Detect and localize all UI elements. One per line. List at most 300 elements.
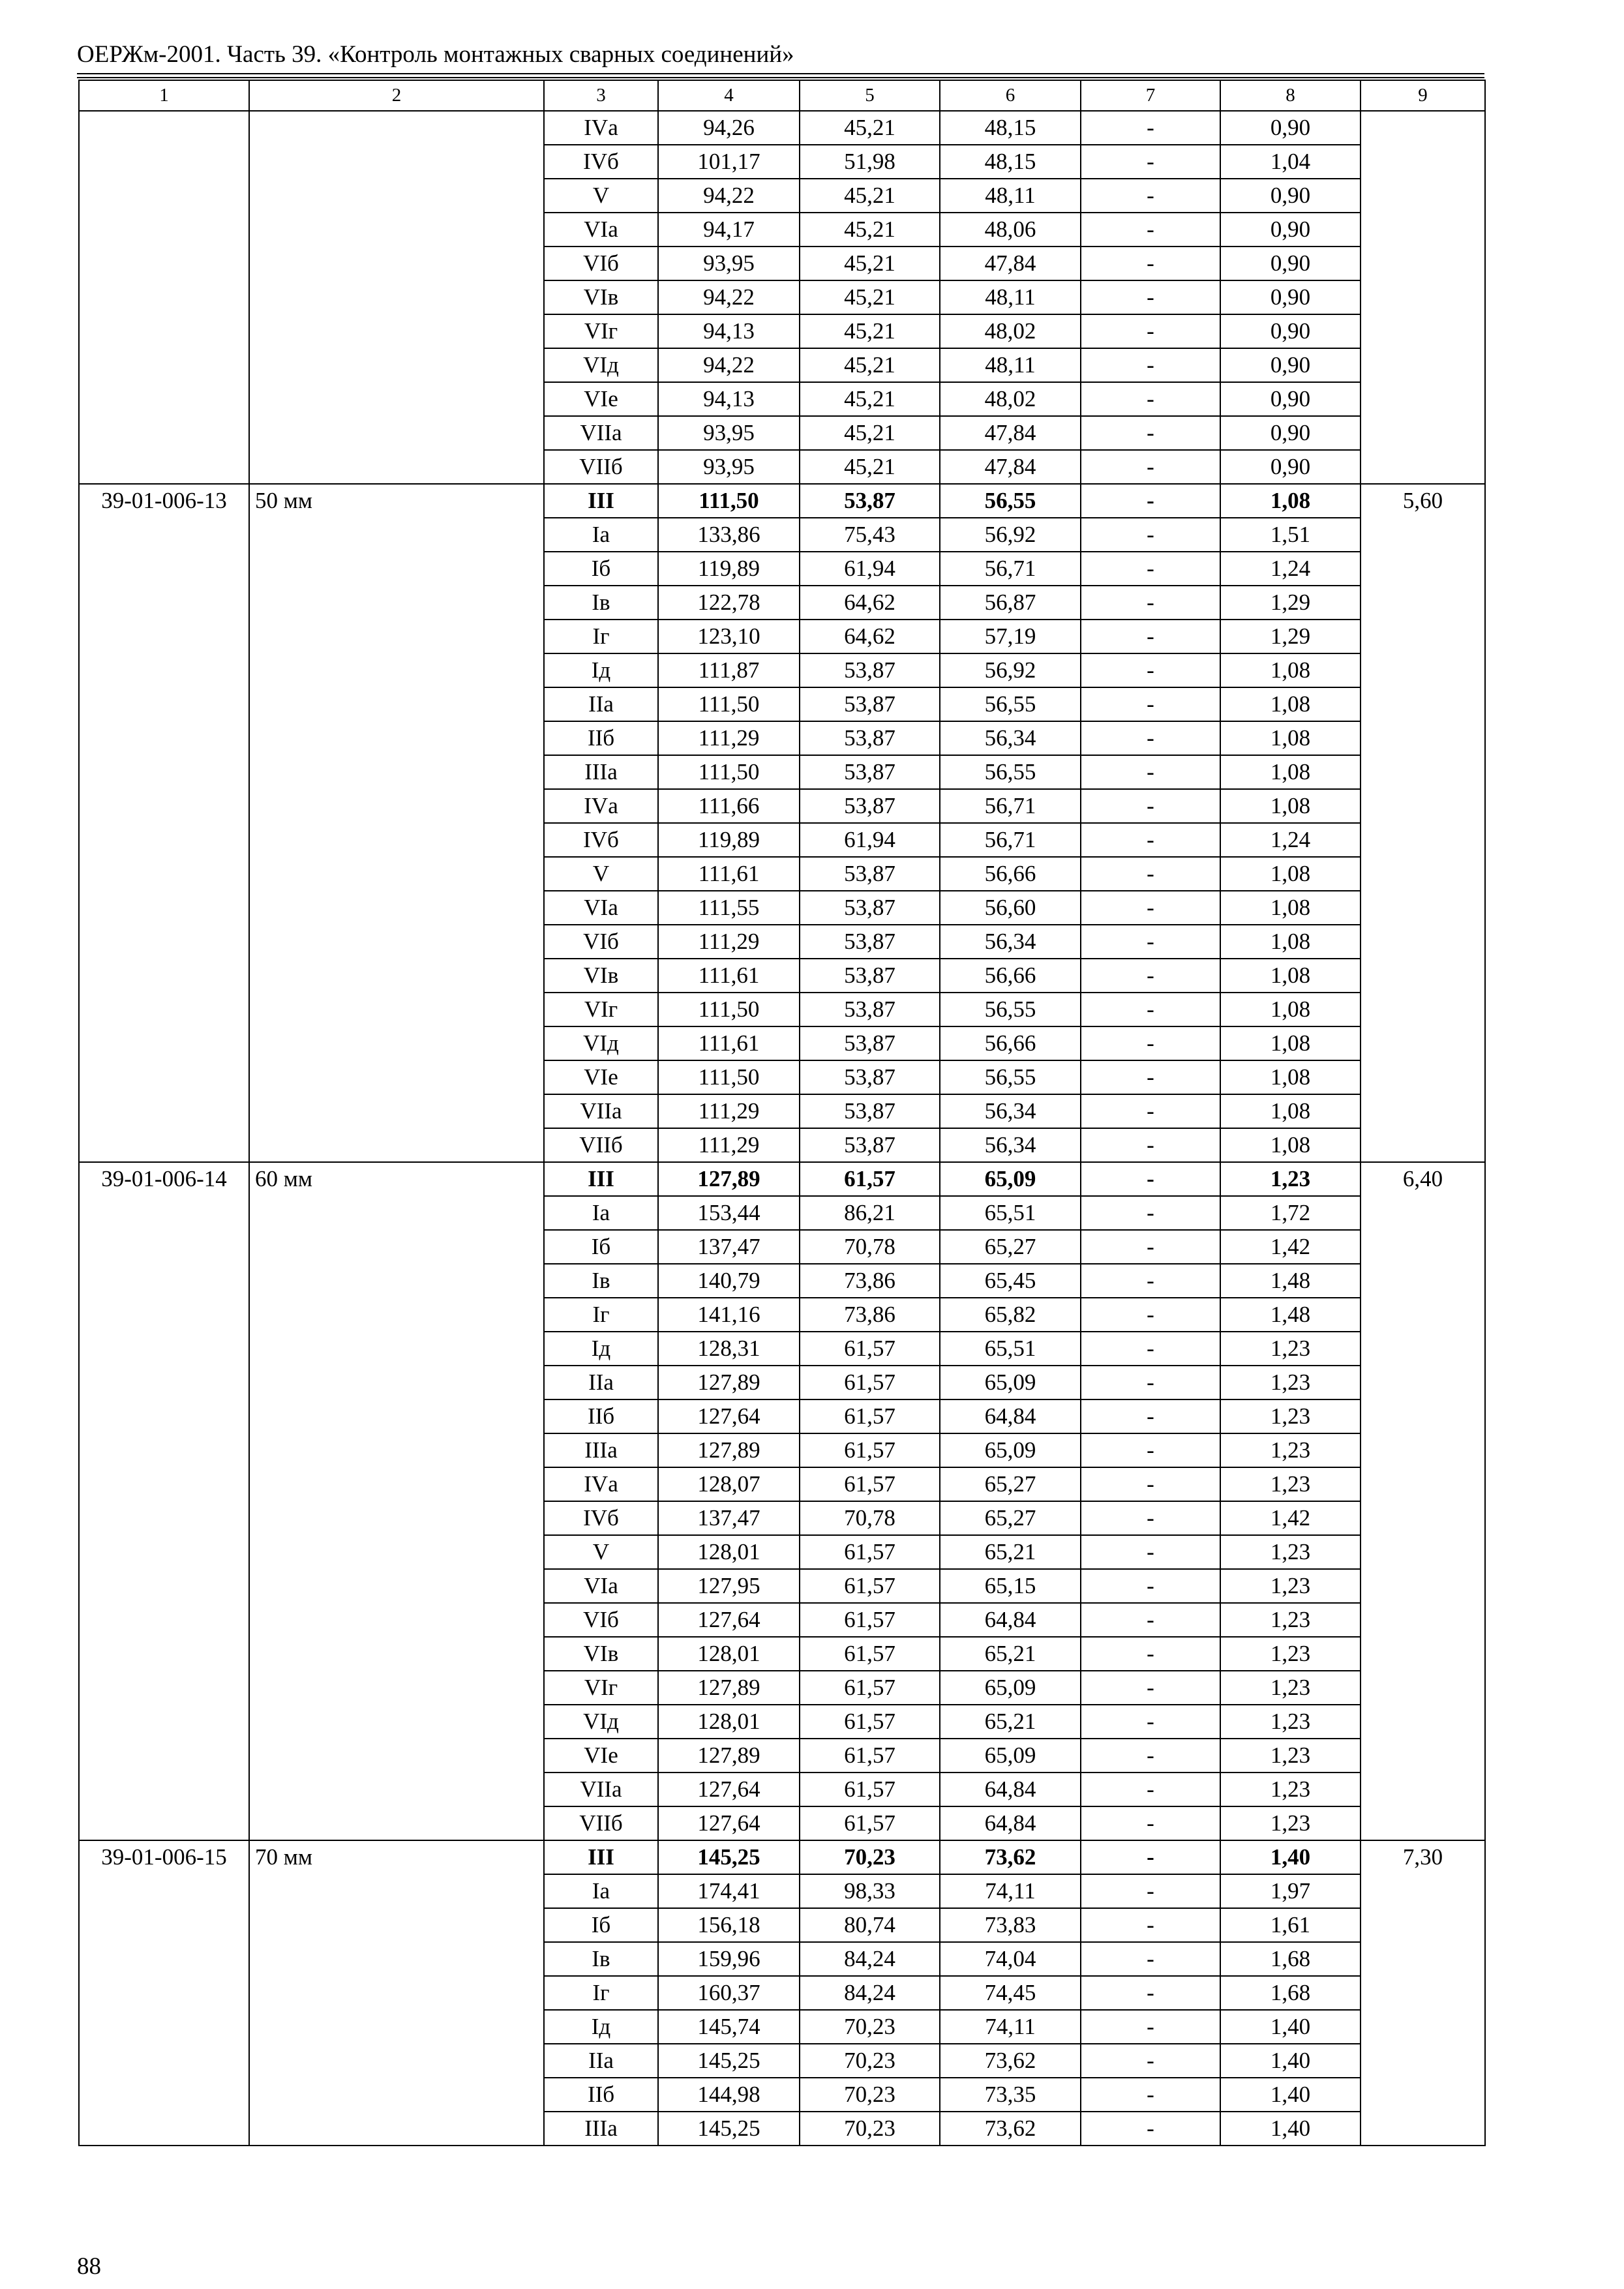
value-cell: 1,08: [1220, 653, 1361, 687]
value-cell: -: [1081, 1332, 1220, 1366]
value-cell: 70,23: [800, 2078, 940, 2112]
value-cell: -: [1081, 1060, 1220, 1094]
value-cell: 1,40: [1220, 2044, 1361, 2078]
value-cell: 1,23: [1220, 1773, 1361, 1806]
value-cell: -: [1081, 2078, 1220, 2112]
value-cell: -: [1081, 687, 1220, 721]
value-cell: 111,50: [658, 687, 800, 721]
value-cell: 174,41: [658, 1874, 800, 1908]
value-cell: 56,66: [940, 857, 1081, 891]
value-cell: 73,83: [940, 1908, 1081, 1942]
weld-category: IIIа: [544, 1433, 658, 1467]
value-cell: 145,25: [658, 2112, 800, 2146]
value-cell: -: [1081, 1705, 1220, 1739]
value-cell: 65,27: [940, 1467, 1081, 1501]
value-cell: 1,08: [1220, 1060, 1361, 1094]
value-cell: 65,15: [940, 1569, 1081, 1603]
value-cell: 48,15: [940, 145, 1081, 179]
value-cell: 48,02: [940, 314, 1081, 348]
value-cell: 1,23: [1220, 1399, 1361, 1433]
weld-category: III: [544, 484, 658, 518]
value-cell: -: [1081, 1501, 1220, 1535]
weld-category: VIIа: [544, 1094, 658, 1128]
value-cell: 56,66: [940, 959, 1081, 993]
value-cell: 0,90: [1220, 280, 1361, 314]
value-cell: 57,19: [940, 620, 1081, 653]
value-cell: 1,08: [1220, 687, 1361, 721]
value-cell: 56,55: [940, 1060, 1081, 1094]
col9-value: 5,60: [1361, 484, 1485, 1162]
value-cell: 48,06: [940, 213, 1081, 247]
weld-category: IVа: [544, 1467, 658, 1501]
value-cell: 128,31: [658, 1332, 800, 1366]
weld-category: VIв: [544, 280, 658, 314]
weld-category: IIб: [544, 1399, 658, 1433]
value-cell: 56,55: [940, 484, 1081, 518]
value-cell: 1,40: [1220, 2010, 1361, 2044]
value-cell: 140,79: [658, 1264, 800, 1298]
value-cell: 70,23: [800, 2044, 940, 2078]
value-cell: 61,57: [800, 1739, 940, 1773]
value-cell: 94,17: [658, 213, 800, 247]
weld-category: VIг: [544, 314, 658, 348]
value-cell: 61,57: [800, 1773, 940, 1806]
value-cell: 127,64: [658, 1603, 800, 1637]
weld-category: Iд: [544, 653, 658, 687]
value-cell: 133,86: [658, 518, 800, 552]
value-cell: -: [1081, 891, 1220, 925]
weld-category: IVа: [544, 111, 658, 145]
value-cell: 111,50: [658, 1060, 800, 1094]
value-cell: -: [1081, 1908, 1220, 1942]
value-cell: 1,23: [1220, 1637, 1361, 1671]
value-cell: 1,08: [1220, 721, 1361, 755]
value-cell: -: [1081, 1230, 1220, 1264]
weld-category: Iг: [544, 1298, 658, 1332]
value-cell: 74,45: [940, 1976, 1081, 2010]
col9-value: 6,40: [1361, 1162, 1485, 1840]
value-cell: 45,21: [800, 314, 940, 348]
pipe-size: 50 мм: [249, 484, 544, 1162]
value-cell: 51,98: [800, 145, 940, 179]
value-cell: 45,21: [800, 111, 940, 145]
value-cell: -: [1081, 145, 1220, 179]
value-cell: 53,87: [800, 1060, 940, 1094]
value-cell: 61,57: [800, 1603, 940, 1637]
value-cell: 0,90: [1220, 348, 1361, 382]
value-cell: 53,87: [800, 1094, 940, 1128]
value-cell: 65,51: [940, 1332, 1081, 1366]
value-cell: 53,87: [800, 1026, 940, 1060]
weld-category: VIе: [544, 382, 658, 416]
value-cell: 0,90: [1220, 450, 1361, 484]
value-cell: 65,45: [940, 1264, 1081, 1298]
weld-category: VIIб: [544, 1806, 658, 1840]
column-number: 7: [1081, 80, 1220, 111]
value-cell: 70,23: [800, 2112, 940, 2146]
weld-category: III: [544, 1162, 658, 1196]
value-cell: -: [1081, 1162, 1220, 1196]
value-cell: 64,84: [940, 1603, 1081, 1637]
value-cell: 111,29: [658, 1128, 800, 1162]
value-cell: 73,35: [940, 2078, 1081, 2112]
value-cell: 145,74: [658, 2010, 800, 2044]
value-cell: 64,62: [800, 620, 940, 653]
value-cell: -: [1081, 1467, 1220, 1501]
value-cell: 1,40: [1220, 1840, 1361, 1874]
value-cell: 53,87: [800, 789, 940, 823]
weld-category: VIа: [544, 891, 658, 925]
value-cell: 127,64: [658, 1773, 800, 1806]
value-cell: -: [1081, 1739, 1220, 1773]
value-cell: -: [1081, 382, 1220, 416]
value-cell: 45,21: [800, 247, 940, 280]
value-cell: 65,09: [940, 1162, 1081, 1196]
value-cell: 73,62: [940, 2044, 1081, 2078]
value-cell: 94,13: [658, 382, 800, 416]
page-header: ОЕРЖм-2001. Часть 39. «Контроль монтажных сварных соединений»: [77, 41, 794, 68]
pipe-size: 60 мм: [249, 1162, 544, 1840]
value-cell: 73,86: [800, 1264, 940, 1298]
value-cell: 45,21: [800, 280, 940, 314]
value-cell: 47,84: [940, 247, 1081, 280]
value-cell: 45,21: [800, 213, 940, 247]
value-cell: 84,24: [800, 1976, 940, 2010]
weld-category: IVб: [544, 1501, 658, 1535]
value-cell: 111,29: [658, 1094, 800, 1128]
value-cell: 61,57: [800, 1569, 940, 1603]
value-cell: 94,13: [658, 314, 800, 348]
weld-category: Iд: [544, 2010, 658, 2044]
value-cell: 61,57: [800, 1637, 940, 1671]
value-cell: 56,55: [940, 687, 1081, 721]
value-cell: 61,57: [800, 1535, 940, 1569]
weld-category: V: [544, 179, 658, 213]
value-cell: 48,02: [940, 382, 1081, 416]
value-cell: 128,07: [658, 1467, 800, 1501]
value-cell: 65,27: [940, 1501, 1081, 1535]
value-cell: 53,87: [800, 687, 940, 721]
value-cell: -: [1081, 1298, 1220, 1332]
weld-category: Iг: [544, 1976, 658, 2010]
value-cell: 1,08: [1220, 925, 1361, 959]
value-cell: 86,21: [800, 1196, 940, 1230]
value-cell: -: [1081, 1399, 1220, 1433]
value-cell: 145,25: [658, 1840, 800, 1874]
value-cell: 45,21: [800, 179, 940, 213]
value-cell: 1,51: [1220, 518, 1361, 552]
weld-category: VIб: [544, 1603, 658, 1637]
value-cell: -: [1081, 1840, 1220, 1874]
value-cell: -: [1081, 450, 1220, 484]
weld-category: VIб: [544, 247, 658, 280]
value-cell: 1,08: [1220, 959, 1361, 993]
weld-category: VIг: [544, 993, 658, 1026]
value-cell: 1,23: [1220, 1366, 1361, 1399]
value-cell: 64,84: [940, 1806, 1081, 1840]
table-row: [79, 484, 1485, 518]
value-cell: 137,47: [658, 1501, 800, 1535]
weld-category: VIа: [544, 1569, 658, 1603]
value-cell: 1,23: [1220, 1569, 1361, 1603]
value-cell: 84,24: [800, 1942, 940, 1976]
value-cell: 56,60: [940, 891, 1081, 925]
value-cell: 56,34: [940, 1094, 1081, 1128]
value-cell: 1,08: [1220, 1094, 1361, 1128]
value-cell: -: [1081, 1806, 1220, 1840]
value-cell: 74,11: [940, 1874, 1081, 1908]
value-cell: 160,37: [658, 1976, 800, 2010]
value-cell: 1,40: [1220, 2078, 1361, 2112]
value-cell: 127,89: [658, 1366, 800, 1399]
value-cell: 1,68: [1220, 1942, 1361, 1976]
value-cell: 1,23: [1220, 1739, 1361, 1773]
pipe-size: 70 мм: [249, 1840, 544, 2146]
value-cell: 1,97: [1220, 1874, 1361, 1908]
value-cell: 73,62: [940, 1840, 1081, 1874]
rates-table-body: [79, 80, 1485, 2146]
weld-category: VIд: [544, 348, 658, 382]
column-number: 4: [658, 80, 800, 111]
weld-category: IVб: [544, 145, 658, 179]
value-cell: 127,64: [658, 1399, 800, 1433]
value-cell: 128,01: [658, 1637, 800, 1671]
value-cell: -: [1081, 2010, 1220, 2044]
value-cell: -: [1081, 348, 1220, 382]
value-cell: 64,84: [940, 1773, 1081, 1806]
value-cell: 56,34: [940, 925, 1081, 959]
header-rule-bottom: [77, 77, 1484, 78]
value-cell: -: [1081, 1976, 1220, 2010]
value-cell: 70,23: [800, 1840, 940, 1874]
value-cell: -: [1081, 1128, 1220, 1162]
value-cell: 56,55: [940, 993, 1081, 1026]
value-cell: 48,15: [940, 111, 1081, 145]
weld-category: VIа: [544, 213, 658, 247]
value-cell: 1,40: [1220, 2112, 1361, 2146]
value-cell: 111,61: [658, 1026, 800, 1060]
weld-category: Iб: [544, 1230, 658, 1264]
value-cell: 111,66: [658, 789, 800, 823]
value-cell: 45,21: [800, 348, 940, 382]
value-cell: -: [1081, 1569, 1220, 1603]
weld-category: Iд: [544, 1332, 658, 1366]
value-cell: 65,82: [940, 1298, 1081, 1332]
value-cell: 1,24: [1220, 552, 1361, 586]
value-cell: 0,90: [1220, 314, 1361, 348]
value-cell: -: [1081, 2112, 1220, 2146]
value-cell: 65,09: [940, 1739, 1081, 1773]
value-cell: 127,89: [658, 1671, 800, 1705]
value-cell: 65,09: [940, 1671, 1081, 1705]
value-cell: 111,29: [658, 721, 800, 755]
value-cell: 111,50: [658, 484, 800, 518]
value-cell: 61,57: [800, 1433, 940, 1467]
value-cell: 61,94: [800, 552, 940, 586]
value-cell: 56,34: [940, 1128, 1081, 1162]
value-cell: 47,84: [940, 450, 1081, 484]
weld-category: IIб: [544, 721, 658, 755]
value-cell: 56,87: [940, 586, 1081, 620]
value-cell: 56,92: [940, 518, 1081, 552]
value-cell: -: [1081, 111, 1220, 145]
table-row: [79, 1840, 1485, 1874]
value-cell: 56,71: [940, 552, 1081, 586]
value-cell: 1,72: [1220, 1196, 1361, 1230]
value-cell: -: [1081, 959, 1220, 993]
value-cell: 1,61: [1220, 1908, 1361, 1942]
value-cell: 70,78: [800, 1501, 940, 1535]
value-cell: 128,01: [658, 1535, 800, 1569]
value-cell: 53,87: [800, 653, 940, 687]
value-cell: 1,23: [1220, 1332, 1361, 1366]
value-cell: 53,87: [800, 857, 940, 891]
weld-category: VIIа: [544, 1773, 658, 1806]
column-number: 8: [1220, 80, 1361, 111]
value-cell: 94,22: [658, 179, 800, 213]
value-cell: -: [1081, 314, 1220, 348]
value-cell: 65,27: [940, 1230, 1081, 1264]
value-cell: 65,21: [940, 1637, 1081, 1671]
value-cell: 1,29: [1220, 586, 1361, 620]
value-cell: 65,09: [940, 1366, 1081, 1399]
value-cell: -: [1081, 1603, 1220, 1637]
value-cell: 111,50: [658, 993, 800, 1026]
column-number-row: [79, 80, 1485, 111]
value-cell: 1,23: [1220, 1535, 1361, 1569]
value-cell: 1,08: [1220, 484, 1361, 518]
value-cell: -: [1081, 755, 1220, 789]
weld-category: Iв: [544, 1264, 658, 1298]
weld-category: III: [544, 1840, 658, 1874]
value-cell: 48,11: [940, 179, 1081, 213]
value-cell: 119,89: [658, 552, 800, 586]
value-cell: 70,23: [800, 2010, 940, 2044]
value-cell: -: [1081, 484, 1220, 518]
value-cell: -: [1081, 857, 1220, 891]
weld-category: VIIб: [544, 1128, 658, 1162]
weld-category: IIа: [544, 2044, 658, 2078]
weld-category: VIIа: [544, 416, 658, 450]
value-cell: 123,10: [658, 620, 800, 653]
value-cell: 53,87: [800, 484, 940, 518]
value-cell: 53,87: [800, 721, 940, 755]
value-cell: 1,42: [1220, 1230, 1361, 1264]
value-cell: 94,26: [658, 111, 800, 145]
value-cell: -: [1081, 993, 1220, 1026]
value-cell: 111,50: [658, 755, 800, 789]
value-cell: -: [1081, 1637, 1220, 1671]
value-cell: 64,62: [800, 586, 940, 620]
value-cell: 94,22: [658, 280, 800, 314]
value-cell: 128,01: [658, 1705, 800, 1739]
value-cell: 61,94: [800, 823, 940, 857]
value-cell: 56,71: [940, 789, 1081, 823]
value-cell: 1,08: [1220, 857, 1361, 891]
value-cell: 1,23: [1220, 1806, 1361, 1840]
value-cell: 1,08: [1220, 755, 1361, 789]
value-cell: 65,09: [940, 1433, 1081, 1467]
weld-category: Iб: [544, 1908, 658, 1942]
weld-category: VIд: [544, 1705, 658, 1739]
rate-code: 39-01-006-13: [79, 484, 249, 1162]
value-cell: 45,21: [800, 416, 940, 450]
weld-category: IIб: [544, 2078, 658, 2112]
weld-category: Iв: [544, 586, 658, 620]
value-cell: 1,08: [1220, 993, 1361, 1026]
weld-category: VIг: [544, 1671, 658, 1705]
value-cell: 74,11: [940, 2010, 1081, 2044]
value-cell: 98,33: [800, 1874, 940, 1908]
value-cell: 70,78: [800, 1230, 940, 1264]
value-cell: 61,57: [800, 1671, 940, 1705]
weld-category: V: [544, 1535, 658, 1569]
value-cell: -: [1081, 1874, 1220, 1908]
value-cell: 0,90: [1220, 247, 1361, 280]
value-cell: 1,23: [1220, 1162, 1361, 1196]
value-cell: 53,87: [800, 959, 940, 993]
value-cell: 144,98: [658, 2078, 800, 2112]
value-cell: 1,04: [1220, 145, 1361, 179]
value-cell: -: [1081, 179, 1220, 213]
value-cell: -: [1081, 247, 1220, 280]
value-cell: 127,89: [658, 1739, 800, 1773]
value-cell: 1,08: [1220, 1026, 1361, 1060]
weld-category: Iа: [544, 1196, 658, 1230]
value-cell: 1,42: [1220, 1501, 1361, 1535]
value-cell: 1,29: [1220, 620, 1361, 653]
value-cell: 75,43: [800, 518, 940, 552]
weld-category: VIв: [544, 1637, 658, 1671]
table-row: [79, 111, 1485, 145]
column-number: 6: [940, 80, 1081, 111]
weld-category: Iг: [544, 620, 658, 653]
value-cell: -: [1081, 518, 1220, 552]
value-cell: 65,21: [940, 1535, 1081, 1569]
value-cell: 159,96: [658, 1942, 800, 1976]
column-number: 2: [249, 80, 544, 111]
value-cell: 141,16: [658, 1298, 800, 1332]
value-cell: 93,95: [658, 450, 800, 484]
value-cell: 53,87: [800, 925, 940, 959]
value-cell: 53,87: [800, 891, 940, 925]
value-cell: 61,57: [800, 1399, 940, 1433]
value-cell: 73,86: [800, 1298, 940, 1332]
value-cell: -: [1081, 1433, 1220, 1467]
value-cell: 156,18: [658, 1908, 800, 1942]
value-cell: 111,55: [658, 891, 800, 925]
value-cell: 145,25: [658, 2044, 800, 2078]
value-cell: 127,89: [658, 1433, 800, 1467]
value-cell: -: [1081, 213, 1220, 247]
value-cell: -: [1081, 1773, 1220, 1806]
value-cell: 45,21: [800, 450, 940, 484]
value-cell: 111,61: [658, 959, 800, 993]
value-cell: 0,90: [1220, 179, 1361, 213]
rate-code: 39-01-006-15: [79, 1840, 249, 2146]
header-rule-top: [77, 73, 1484, 74]
rate-code: 39-01-006-14: [79, 1162, 249, 1840]
value-cell: 73,62: [940, 2112, 1081, 2146]
value-cell: -: [1081, 823, 1220, 857]
value-cell: 0,90: [1220, 213, 1361, 247]
value-cell: 122,78: [658, 586, 800, 620]
value-cell: 80,74: [800, 1908, 940, 1942]
value-cell: -: [1081, 1094, 1220, 1128]
value-cell: 56,66: [940, 1026, 1081, 1060]
value-cell: 127,89: [658, 1162, 800, 1196]
value-cell: 0,90: [1220, 416, 1361, 450]
